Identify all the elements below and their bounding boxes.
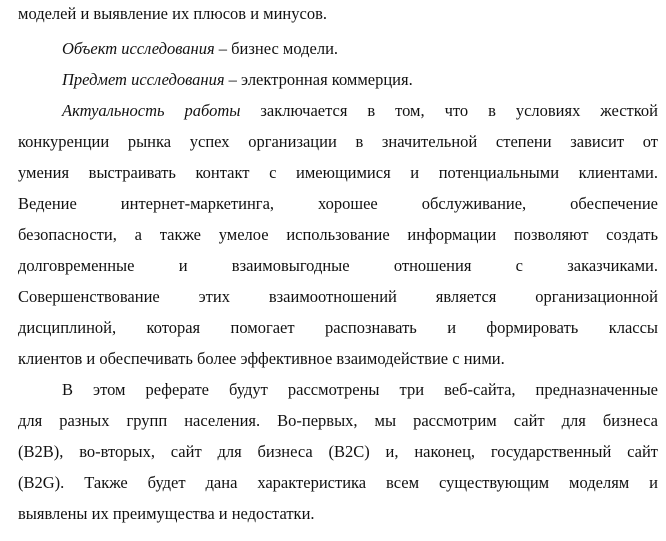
relevance-label: Актуальность работы <box>62 101 241 120</box>
sites-line: выявлены их преимущества и недостатки. <box>18 504 315 523</box>
object-label: Объект исследования <box>62 39 215 58</box>
sites-line: (B2B), во-вторых, сайт для бизнеса (B2C) и, наконец, государственный сайт <box>18 442 658 461</box>
text-line: моделей и выявление их плюсов и минусов. <box>18 4 327 23</box>
object-text: – бизнес модели. <box>214 39 339 58</box>
relevance-line: дисциплиной, которая помогает распознавать и формировать классы <box>18 318 658 337</box>
relevance-line: Ведение интернет-маркетинга, хорошее обслуживание, обеспечение <box>18 194 658 213</box>
sites-paragraph-first-line: В этом реферате будут рассмотрены три веб-сайта, предназначенные <box>62 380 658 399</box>
relevance-paragraph-first-line: Актуальность работы заключается в том, что в условиях жесткой <box>62 101 658 120</box>
relevance-line: конкуренции рынка успех организации в значительной степени зависит от <box>18 132 658 151</box>
sites-line: (B2G). Также будет дана характеристика всем существующим моделям и <box>18 473 658 492</box>
relevance-line: Совершенствование этих взаимоотношений является организационной <box>18 287 658 306</box>
subject-label: Предмет исследования <box>62 70 225 89</box>
relevance-line: умения выстраивать контакт с имеющимися и потенциальными клиентами. <box>18 163 658 182</box>
subject-text: – электронная коммерция. <box>224 70 413 89</box>
sites-line: для разных групп населения. Во-первых, мы рассмотрим сайт для бизнеса <box>18 411 658 430</box>
relevance-line: клиентов и обеспечивать более эффективное взаимодействие с ними. <box>18 349 505 368</box>
object-paragraph <box>62 39 338 59</box>
relevance-line: безопасности, а также умелое использование информации позволяют создать <box>18 225 658 244</box>
relevance-line: долговременные и взаимовыгодные отношения с заказчиками. <box>18 256 658 275</box>
subject-paragraph <box>62 70 413 90</box>
